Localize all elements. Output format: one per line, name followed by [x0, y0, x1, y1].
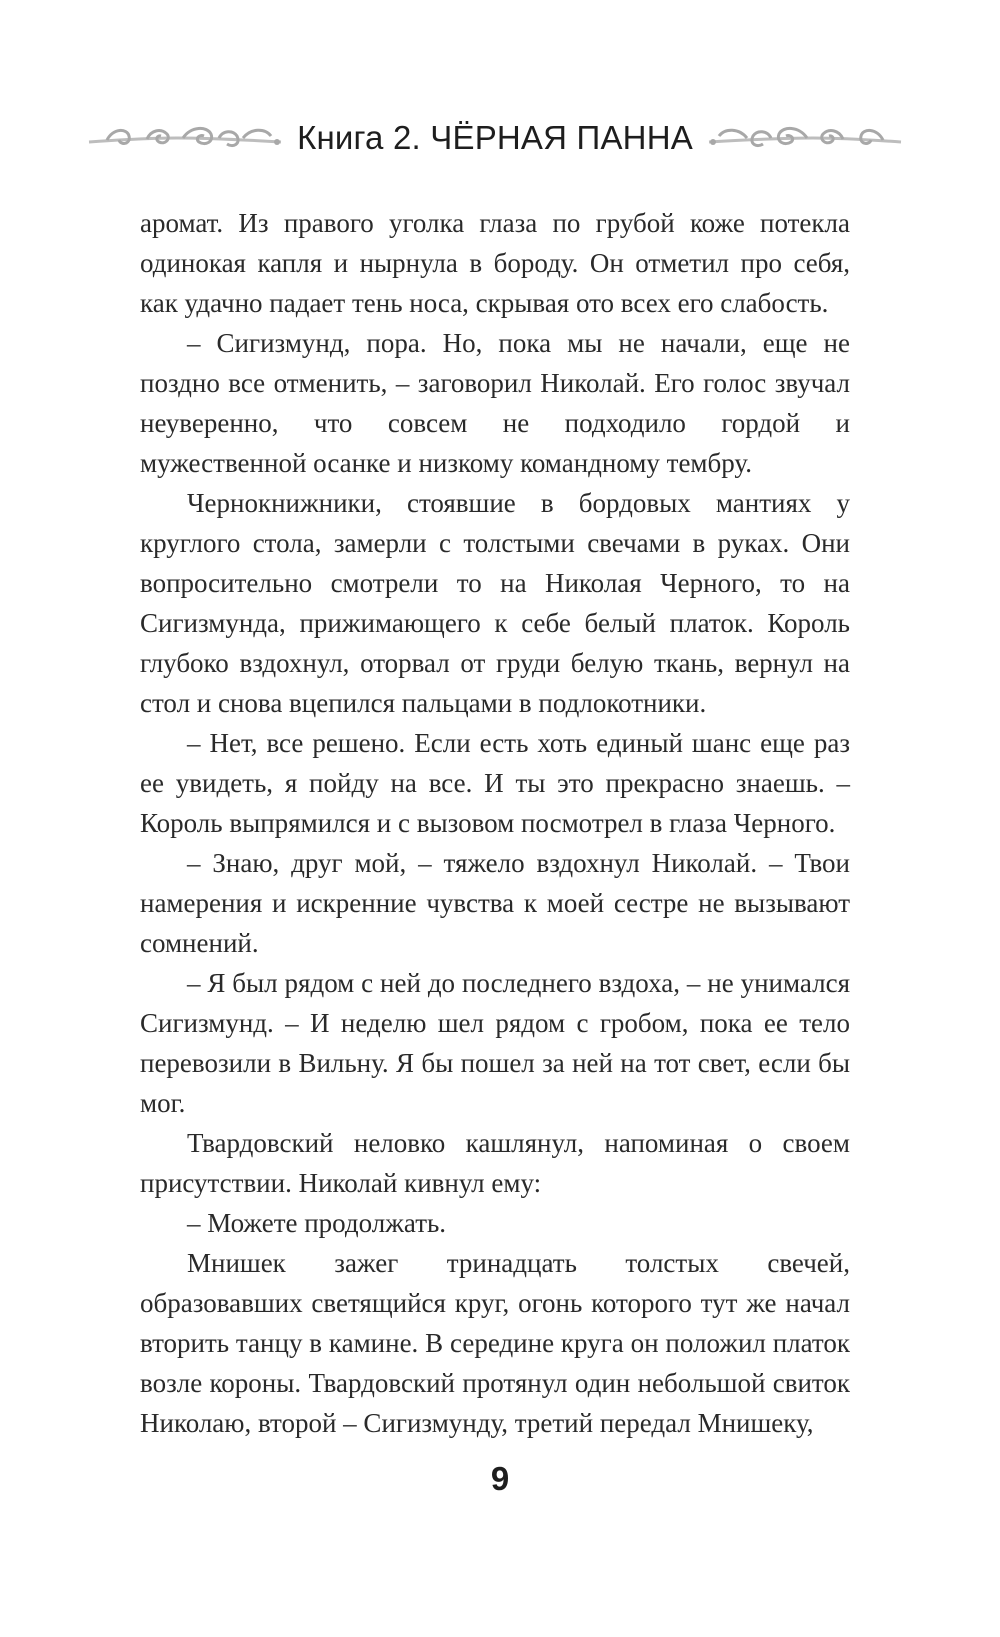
- page-text: [140, 203, 850, 1443]
- left-ornament-icon: [87, 118, 283, 158]
- paragraph: аромат. Из правого уголка глаза по грубой коже потекла одинокая капля и нырнула в бороду. Он отметил про себя, как удачно падает тень носа, скрывая ото всех его слабость.: [140, 208, 850, 318]
- page-number: 9: [490, 1460, 510, 1497]
- paragraph: – Знаю, друг мой, – тяжело вздохнул Николай. – Твои намерения и искренние чувства к моей сестре не вызывают сомнений.: [140, 848, 850, 958]
- running-header: [140, 108, 850, 168]
- right-ornament-icon: [707, 118, 903, 158]
- book-title: Книга 2. ЧЁРНАЯ ПАННА: [297, 119, 693, 156]
- paragraph: – Можете продолжать.: [187, 1208, 447, 1238]
- paragraph: Чернокнижники, стоявшие в бордовых мантиях у круглого стола, замерли с толстыми свечами в руках. Они вопросительно смотрели то на Николая Черного, то на Сигизмунда, прижимающего к себе белый платок. Король глубоко вздохнул, оторвал от груди белую ткань, вернул на стол и снова вцепился пальцами в подлокотники.: [140, 488, 850, 718]
- paragraph: – Я был рядом с ней до последнего вздоха, – не унимался Сигизмунд. – И неделю шел рядом с гробом, пока ее тело перевозили в Вильну. Я бы пошел за ней на тот свет, если бы мог.: [140, 968, 850, 1118]
- paragraph: Мнишек зажег тринадцать толстых свечей, образовавших светящийся круг, огонь которого тут же начал вторить танцу в камине. В середине круга он положил платок возле короны. Твардовский протянул один небольшой свиток Николаю, второй – Сигизмунду, третий передал Мнишеку,: [140, 1248, 850, 1438]
- paragraph: Твардовский неловко кашлянул, напоминая о своем присутствии. Николай кивнул ему:: [140, 1128, 850, 1198]
- paragraph: – Нет, все решено. Если есть хоть единый шанс еще раз ее увидеть, я пойду на все. И ты это прекрасно знаешь. – Король выпрямился и с вызовом посмотрел в глаза Черного.: [140, 728, 850, 838]
- paragraph: – Сигизмунд, пора. Но, пока мы не начали, еще не поздно все отменить, – заговорил Николай. Его голос звучал неуверенно, что совсем не подходило гордой и мужественной осанке и низкому командному тембру.: [140, 328, 850, 478]
